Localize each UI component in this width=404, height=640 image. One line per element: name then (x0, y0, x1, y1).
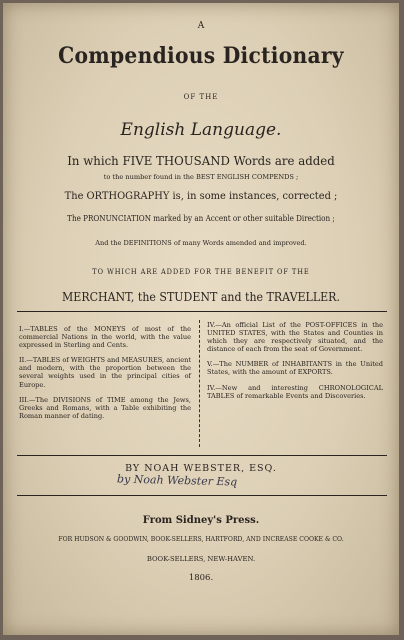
contents-left-item-1: I.—TABLES of the MONEYS of most of the commercial Nations in the world, with the value expressed in Sterling and Cents. (19, 325, 191, 350)
contents-right-column (207, 321, 383, 407)
subtitle-line-4: The PRONUNCIATION marked by an Accent or other suitable Direction ; (67, 213, 335, 223)
subtitle-line-1: In which FIVE THOUSAND Words are added (67, 153, 335, 168)
title-of-the: OF THE (183, 93, 219, 101)
title-subject: English Language. (120, 120, 282, 140)
imprint-publishers: FOR HUDSON & GOODWIN, BOOK-SELLERS, HARTFORD, AND INCREASE COOKE & CO. (58, 535, 344, 543)
added-line-2: MERCHANT, the STUDENT and the TRAVELLER. (62, 289, 340, 304)
title-main: Compendious Dictionary (58, 43, 344, 69)
contents-top-rule (17, 311, 387, 312)
added-line-1: TO WHICH ARE ADDED FOR THE BENEFIT OF THE (92, 267, 310, 276)
column-divider (199, 320, 200, 447)
title-article: A (197, 21, 205, 31)
contents-right-item-3: IV.—New and interesting CHRONOLOGICAL TABLES of remarkable Events and Discoveries. (207, 383, 383, 400)
contents-left-item-3: III.—The DIVISIONS of TIME among the Jews, Greeks and Romans, with a Table exhibiting the Roman manner of dating. (19, 395, 191, 420)
subtitle-line-3: The ORTHOGRAPHY is, in some instances, corrected ; (64, 190, 338, 202)
contents-left-column (19, 325, 191, 427)
imprint-sellers: BOOK-SELLERS, NEW-HAVEN. (146, 555, 256, 563)
author-signature: by Noah Webster Esq (116, 472, 238, 489)
author-top-rule (17, 455, 387, 456)
author-bottom-rule (17, 495, 387, 496)
subtitle-line-5: And the DEFINITIONS of many Words amended and improved. (95, 239, 307, 247)
imprint-press: From Sidney's Press. (142, 515, 260, 526)
imprint-year: 1806. (188, 573, 214, 583)
contents-left-item-2: II.—TABLES of WEIGHTS and MEASURES, ancient and modern, with the proportion between the several weights used in the principal cities of Europe. (19, 356, 192, 389)
author-printed: BY NOAH WEBSTER, ESQ. (125, 463, 277, 474)
title-page (3, 3, 399, 635)
contents-right-item-2: V.—The NUMBER of INHABITANTS in the United States, with the amount of EXPORTS. (207, 360, 383, 377)
subtitle-line-2: to the number found in the BEST ENGLISH COMPENDS ; (103, 173, 299, 181)
contents-right-item-1: IV.—An official List of the POST-OFFICES in the UNITED STATES, with the States and Counties in which they are respectively situated, and the distance of each from the seat of Government. (207, 321, 383, 354)
